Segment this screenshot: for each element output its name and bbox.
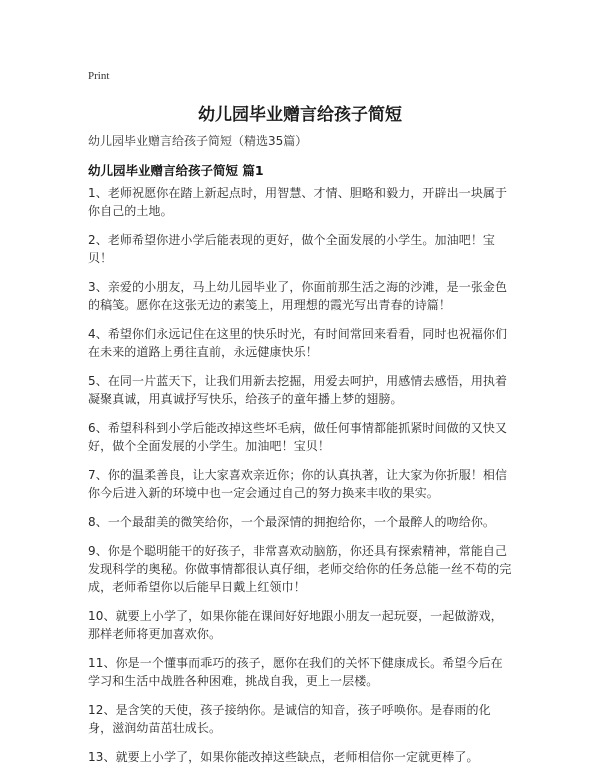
- paragraph-list: [88, 184, 514, 777]
- print-label: Print: [88, 70, 110, 82]
- document-subtitle: 幼儿园毕业赠言给孩子简短（精选35篇）: [88, 134, 308, 148]
- paragraph-item: 5、在同一片蓝天下，让我们用新去挖掘，用爱去呵护，用感情去感悟，用执着凝聚真诚，用真诚抒写快乐，给孩子的童年播上梦的翅膀。: [88, 374, 508, 406]
- paragraph-item: 9、你是个聪明能干的好孩子，非常喜欢动脑筋，你还具有探索精神，常能自己发现科学的奥秘。你做事情都很认真仔细，老师交给你的任务总能一丝不苟的完成，老师希望你以后能早日戴上红领巾！: [88, 544, 512, 594]
- paragraph-item: 12、是含笑的天使，孩子接纳你。是诚信的知音，孩子呼唤你。是春雨的化身，滋润幼苗茁壮成长。: [88, 703, 491, 735]
- section-heading: 幼儿园毕业赠言给孩子简短 篇1: [88, 163, 264, 178]
- document-title: 幼儿园毕业赠言给孩子简短: [198, 105, 402, 125]
- paragraph-item: 1、老师祝愿你在踏上新起点时，用智慧、才情、胆略和毅力，开辟出一块属于你自己的土地。: [88, 186, 508, 218]
- paragraph-item: 7、你的温柔善良，让大家喜欢亲近你；你的认真执著，让大家为你折服！相信你今后进入新的环境中也一定会通过自己的努力换来丰收的果实。: [88, 468, 508, 500]
- paragraph-item: 8、一个最甜美的微笑给你，一个最深情的拥抱给你，一个最醉人的吻给你。: [88, 515, 496, 529]
- paragraph-item: 2、老师希望你进小学后能表现的更好，做个全面发展的小学生。加油吧！宝贝！: [88, 233, 496, 265]
- paragraph-item: 10、就要上小学了，如果你能在课间好好地跟小朋友一起玩耍，一起做游戏，那样老师将更加喜欢你。: [88, 609, 503, 641]
- paragraph-item: 6、希望科科到小学后能改掉这些坏毛病，做任何事情都能抓紧时间做的又快又好，做个全面发展的小学生。加油吧！宝贝！: [88, 421, 508, 453]
- paragraph-item: 11、你是一个懂事而乖巧的孩子，愿你在我们的关怀下健康成长。希望今后在学习和生活中战胜各种困难，挑战自我，更上一层楼。: [88, 656, 503, 688]
- paragraph-item: 13、就要上小学了，如果你能改掉这些缺点，老师相信你一定就更棒了。: [88, 750, 479, 764]
- paragraph-item: 4、希望你们永远记住在这里的快乐时光，有时间常回来看看，同时也祝福你们在未来的道路上勇往直前，永远健康快乐！: [88, 327, 508, 359]
- paragraph-item: 3、亲爱的小朋友，马上幼儿园毕业了，你面前那生活之海的沙滩，是一张金色的稿笺。愿你在这张无边的素笺上，用理想的霞光写出青春的诗篇！: [88, 280, 508, 312]
